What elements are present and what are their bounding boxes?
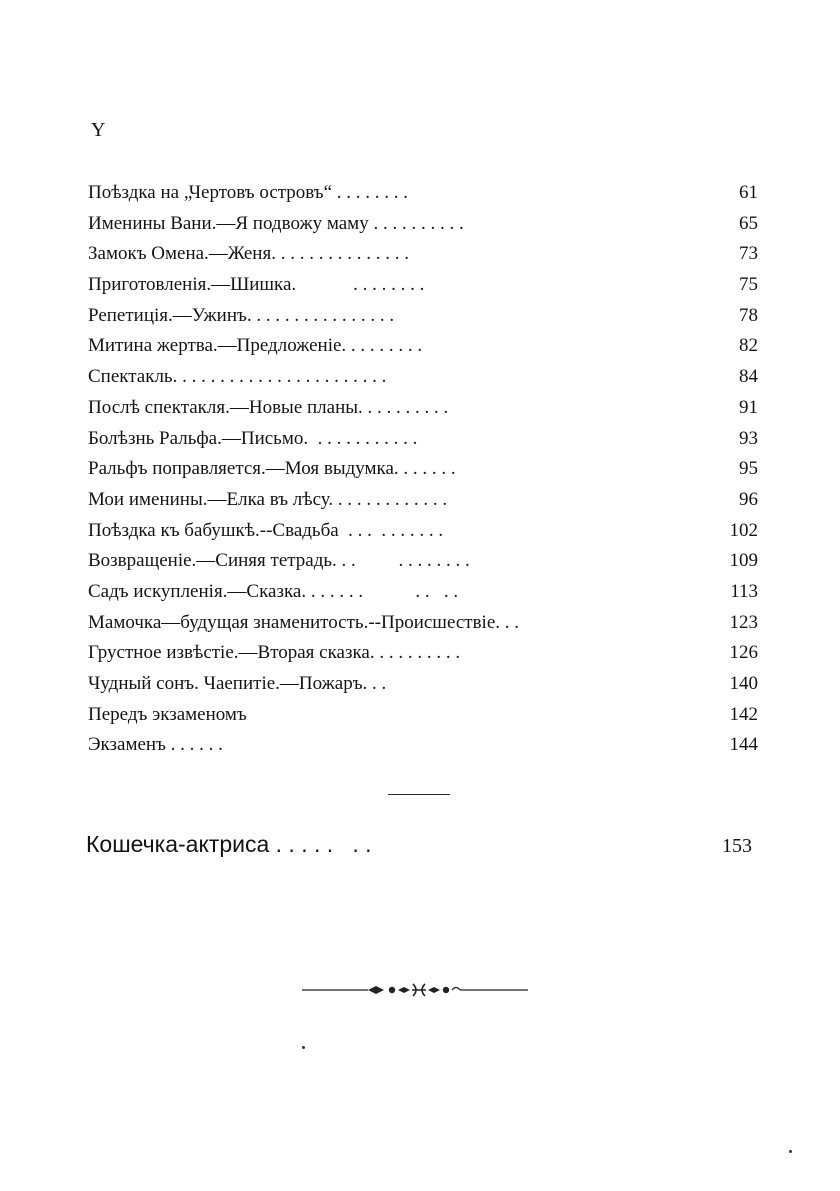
toc-entry-page: 126 bbox=[729, 642, 758, 664]
ornament-dot bbox=[443, 987, 449, 993]
toc-entry-page: 140 bbox=[729, 673, 758, 694]
toc-entry bbox=[88, 577, 758, 608]
section-divider bbox=[388, 794, 450, 795]
toc-entry-title: Именины Вани.—Я подвожу маму . . . . . . . . . . bbox=[88, 212, 464, 234]
ornament-scroll-inner-right bbox=[428, 987, 440, 993]
toc-entry-title: Поѣздка на „Чертовъ островъ“ . . . . . . . . bbox=[88, 182, 409, 203]
page-marker: Y bbox=[91, 119, 106, 141]
toc-entry-title: Ральфъ поправляется.—Моя выдумка. . . . . . . bbox=[88, 458, 456, 480]
toc-entry bbox=[88, 331, 758, 362]
ornament-scroll-inner-left bbox=[398, 987, 410, 993]
toc-entry-page: 95 bbox=[739, 458, 758, 480]
toc-entry-page: 91 bbox=[739, 396, 758, 418]
toc-entry-title: Мои именины.—Елка въ лѣсу. . . . . . . . . . . . . bbox=[88, 488, 448, 510]
toc-entry-page: 93 bbox=[739, 427, 758, 449]
toc-entry-title: Экзаменъ . . . . . . bbox=[88, 734, 223, 756]
toc-entry bbox=[88, 669, 758, 700]
table-of-contents bbox=[88, 178, 758, 761]
toc-entry bbox=[88, 239, 758, 270]
toc-entry-title: Грустное извѣстіе.—Вторая сказка. . . . . . . . . . bbox=[88, 642, 461, 664]
toc-entry-page: 65 bbox=[739, 212, 758, 234]
ornament-scroll-left bbox=[368, 986, 384, 994]
toc-entry-title: Поѣздка къ бабушкѣ.--Свадьба . . . . . . . . . . bbox=[88, 519, 444, 541]
toc-entry-page: 73 bbox=[739, 243, 758, 265]
toc-entry bbox=[88, 638, 758, 669]
toc-entry-page: 78 bbox=[739, 304, 758, 326]
toc-entry-page: 144 bbox=[729, 734, 758, 756]
toc-entry-page: 84 bbox=[739, 366, 758, 388]
story-title: Кошечка-актриса . . . . . . . bbox=[86, 831, 372, 857]
toc-entry-page: 142 bbox=[729, 703, 758, 725]
toc-entry-page: 61 bbox=[739, 182, 758, 203]
toc-entry-title: Чудный сонъ. Чаепитіе.—Пожаръ. . . bbox=[88, 673, 387, 694]
toc-entry-page: 113 bbox=[730, 580, 758, 602]
toc-entry-page: 109 bbox=[729, 550, 758, 572]
toc-entry-page: 123 bbox=[729, 611, 758, 633]
ornament-center bbox=[412, 984, 426, 996]
toc-entry-title: Приготовленія.—Шишка. . . . . . . . . bbox=[88, 274, 425, 296]
toc-entry bbox=[88, 700, 758, 731]
toc-entry-title: Садъ искупленія.—Сказка. . . . . . . . . . . bbox=[88, 580, 459, 602]
toc-entry bbox=[88, 546, 758, 577]
toc-entry-title: Мамочка—будущая знаменитость.--Происшествіе. . . bbox=[88, 611, 520, 633]
toc-entry bbox=[88, 454, 758, 485]
ornament-dot bbox=[389, 987, 395, 993]
toc-entry bbox=[88, 209, 758, 240]
toc-entry bbox=[88, 178, 758, 209]
toc-entry-title: Послѣ спектакля.—Новые планы. . . . . . . . . . bbox=[88, 396, 449, 418]
toc-entry bbox=[88, 393, 758, 424]
story-page: 153 bbox=[722, 835, 752, 857]
toc-entry bbox=[88, 362, 758, 393]
toc-entry-page: 75 bbox=[739, 274, 758, 296]
ink-speck bbox=[302, 1046, 305, 1049]
toc-entry bbox=[88, 301, 758, 332]
ink-speck bbox=[789, 1150, 792, 1153]
toc-entry-title: Болѣзнь Ральфа.—Письмо. . . . . . . . . . . . bbox=[88, 427, 418, 449]
toc-entry bbox=[88, 270, 758, 301]
toc-entry-page: 82 bbox=[739, 335, 758, 357]
toc-entry-title: Передъ экзаменомъ bbox=[88, 703, 247, 725]
toc-entry-title: Митина жертва.—Предложеніе. . . . . . . . . bbox=[88, 335, 423, 357]
toc-entry-title: Репетиція.—Ужинъ. . . . . . . . . . . . . . . . bbox=[88, 304, 395, 326]
toc-entry bbox=[88, 608, 758, 639]
toc-entry bbox=[88, 485, 758, 516]
toc-entry-page: 96 bbox=[739, 488, 758, 510]
toc-entry-page: 102 bbox=[729, 519, 758, 541]
toc-entry bbox=[88, 516, 758, 547]
toc-entry-title: Замокъ Омена.—Женя. . . . . . . . . . . . . . . bbox=[88, 243, 409, 265]
toc-entry-title: Возвращеніе.—Синяя тетрадь. . . . . . . . . . . bbox=[88, 550, 470, 572]
toc-entry-title: Спектакль. . . . . . . . . . . . . . . . . . . . . . . bbox=[88, 366, 387, 388]
toc-entry bbox=[88, 424, 758, 455]
ornament-scroll-right bbox=[452, 988, 460, 991]
story-entry bbox=[86, 828, 752, 862]
ornament-divider bbox=[300, 980, 530, 1000]
toc-entry bbox=[88, 730, 758, 761]
